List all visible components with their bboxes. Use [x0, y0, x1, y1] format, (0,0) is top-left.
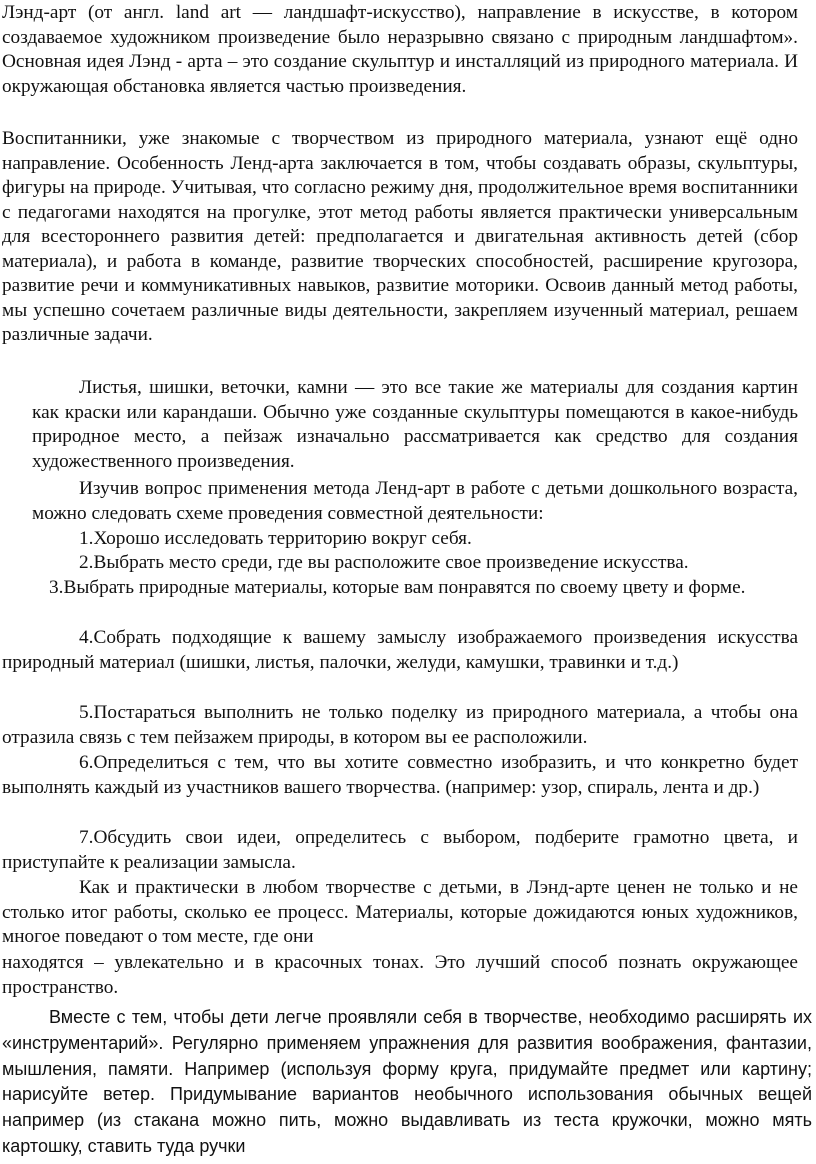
- paragraph-process-value: Как и практически в любом творчестве с детьми, в Лэнд-арте ценен не только и не столько итог работы, сколько ее процесс. Материалы, которые дожидаются юных художников, многое поведают о том месте, где они: [2, 877, 798, 947]
- paragraph-scheme-intro: Изучив вопрос применения метода Ленд-арт в работе с детьми дошкольного возраста, можно следовать схеме проведения совместной деятельности:: [32, 478, 798, 524]
- scheme-step-6: 6.Определиться с тем, что вы хотите совместно изобразить, и что конкретно будет выполнять каждый из участников вашего творчества. (например: узор, спираль, лента и др.): [2, 752, 798, 798]
- paragraph-pupils-new-direction: Воспитанники, уже знакомые с творчеством из природного материала, узнают ещё одно направление. Особенность Ленд-арта заключается в том, чтобы создавать образы, скульптуры, фигуры на природе. Учитывая, что согласно режиму дня, продолжительное время воспитанники с педагогами находятся на прогулке, этот метод работы является практически универсальным для всестороннего развития детей: предполагается и двигательная активность детей (сбор материала), и работа в команде, развитие творческих способностей, расширение кругозора, развитие речи и коммуникативных навыков, развитие моторики. Освоив данный метод работы, мы успешно сочетаем различные виды деятельности, закрепляем изученный материал, решаем различные задачи.: [2, 128, 798, 345]
- paragraph-land-art-definition: Лэнд-арт (от англ. land art — ландшафт-искусство), направление в искусстве, в котором создаваемое художником произведение было неразрывно связано с природным ландшафтом». Основная идея Лэнд - арта – это создание скульптур и инсталляций из природного материала. И окружающая обстановка является частью произведения.: [2, 2, 798, 97]
- scheme-step-2: 2.Выбрать место среди, где вы расположите свое произведение искусства.: [79, 552, 689, 573]
- paragraph-toolkit-exercises: Вместе с тем, чтобы дети легче проявляли себя в творчестве, необходимо расширять их «инструментарий». Регулярно применяем упражнения для развития воображения, фантазии, мышления, памяти. Например (используя форму круга, придумайте предмет или картину; нарисуйте ветер. Придумывание вариантов необычного использования обычных вещей например (из стакана можно пить, можно выдавливать из теста кружочки, можно мять картошку, ставить туда ручки: [2, 1007, 812, 1156]
- paragraph-materials: Листья, шишки, веточки, камни — это все такие же материалы для создания картин как краски или карандаши. Обычно уже созданные скульптуры помещаются в какое-нибудь природное место, а пейзаж изначально рассматривается как средство для создания художественного произведения.: [32, 377, 798, 472]
- scheme-step-4: 4.Собрать подходящие к вашему замыслу изображаемого произведения искусства природный материал (шишки, листья, палочки, желуди, камушки, травинки и т.д.): [2, 627, 798, 673]
- scheme-step-7: 7.Обсудить свои идеи, определитесь с выбором, подберите грамотно цвета, и приступайте к реализации замысла.: [2, 827, 798, 873]
- scheme-step-5: 5.Постараться выполнить не только поделку из природного материала, а чтобы она отразила связь с тем пейзажем природы, в котором вы ее расположили.: [2, 702, 798, 748]
- paragraph-process-value-continued: находятся – увлекательно и в красочных тонах. Это лучший способ познать окружающее пространство.: [2, 952, 798, 998]
- scheme-step-3: 3.Выбрать природные материалы, которые вам понравятся по своему цвету и форме.: [49, 577, 746, 598]
- scheme-step-1: 1.Хорошо исследовать территорию вокруг себя.: [79, 528, 472, 549]
